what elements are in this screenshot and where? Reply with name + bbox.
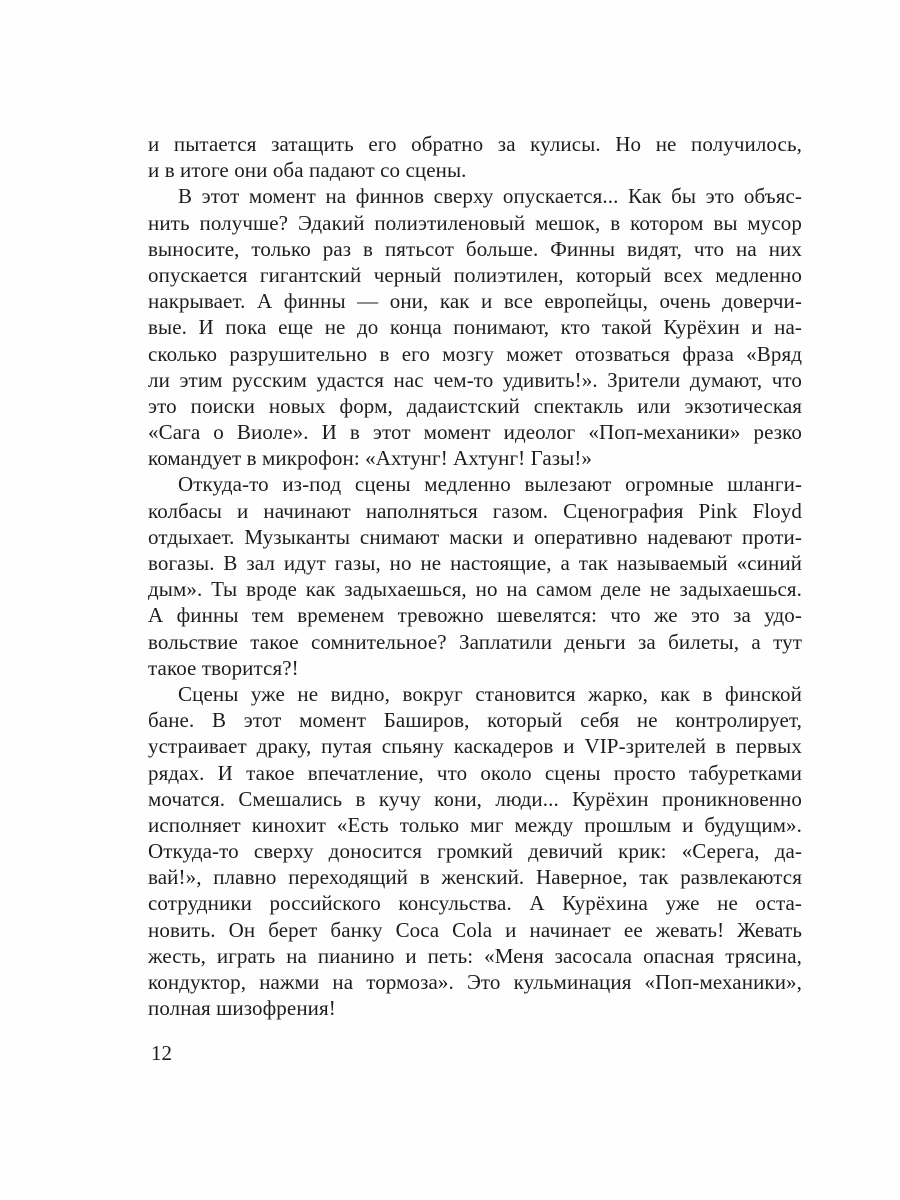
text-line: командует в микрофон: «Ахтунг! Ахтунг! Газы!» bbox=[148, 446, 593, 471]
text-line: вольствие такое сомнительное? Заплатили деньги за билеты, а тут bbox=[148, 629, 802, 654]
text-line: сколько разрушительно в его мозгу может отозваться фраза «Вряд bbox=[148, 341, 802, 366]
text-line: ли этим русским удастся нас чем-то удивить!». Зрители думают, что bbox=[148, 367, 802, 392]
text-line: устраивает драку, путая спьяну каскадеров и VIP-зрителей в первых bbox=[148, 734, 802, 759]
text-line: вогазы. В зал идут газы, но не настоящие, а так называемый «синий bbox=[148, 551, 802, 575]
text-line: вые. И пока еще не до конца понимают, кто такой Курёхин и на- bbox=[148, 315, 802, 340]
text-line: мочатся. Смешались в кучу кони, люди... Курёхин проникновенно bbox=[148, 786, 802, 811]
text-line: дым». Ты вроде как задыхаешься, но на самом деле не задыхаешься. bbox=[148, 577, 802, 602]
text-line: сотрудники российского консульства. А Курёхина уже не оста- bbox=[148, 891, 802, 916]
text-line: колбасы и начинают наполняться газом. Сценография Pink Floyd bbox=[148, 498, 802, 523]
text-line: вай!», плавно переходящий в женский. Наверное, так развлекаются bbox=[148, 865, 802, 890]
text-line: выносите, только раз в пятьсот больше. Финны видят, что на них bbox=[148, 236, 802, 261]
text-line: и пытается затащить его обратно за кулисы. Но не получилось, bbox=[148, 132, 802, 156]
text-line: В этот момент на финнов сверху опускается... Как бы это объяс- bbox=[178, 184, 802, 209]
text-line: бане. В этот момент Баширов, который себя не контролирует, bbox=[148, 708, 802, 733]
text-line: полная шизофрения! bbox=[148, 996, 336, 1021]
text-line: «Сага о Виоле». И в этот момент идеолог «Поп-механики» резко bbox=[148, 420, 802, 445]
text-line: и в итоге они оба падают со сцены. bbox=[148, 158, 467, 183]
text-line: опускается гигантский черный полиэтилен, который всех медленно bbox=[148, 262, 802, 287]
text-line: жесть, играть на пианино и петь: «Меня засосала опасная трясина, bbox=[148, 943, 802, 968]
text-line: исполняет кинохит «Есть только миг между прошлым и будущим». bbox=[148, 812, 802, 837]
text-line: А финны тем временем тревожно шевелятся: что же это за удо- bbox=[148, 603, 802, 628]
text-line: такое творится?! bbox=[148, 655, 299, 680]
text-line: Откуда-то из-под сцены медленно вылезают огромные шланги- bbox=[178, 472, 802, 497]
body-text bbox=[148, 131, 802, 1021]
text-line: Откуда-то сверху доносится громкий девичий крик: «Серега, да- bbox=[148, 839, 802, 864]
text-line: Сцены уже не видно, вокруг становится жарко, как в финской bbox=[178, 681, 802, 706]
text-line: накрывает. А финны — они, как и все европейцы, очень доверчи- bbox=[148, 289, 802, 314]
text-line: это поиски новых форм, дадаистский спектакль или экзотическая bbox=[148, 393, 802, 418]
text-line: рядах. И такое впечатление, что около сцены просто табуретками bbox=[148, 760, 802, 785]
text-line: нить получше? Эдакий полиэтиленовый мешок, в котором вы мусор bbox=[148, 210, 802, 235]
text-line: отдыхает. Музыканты снимают маски и оперативно надевают проти- bbox=[148, 524, 802, 549]
text-line: новить. Он берет банку Coca Cola и начинает ее жевать! Жевать bbox=[148, 917, 802, 942]
text-line: кондуктор, нажми на тормоза». Это кульминация «Поп-механики», bbox=[148, 970, 802, 994]
page-number: 12 bbox=[151, 1041, 172, 1065]
